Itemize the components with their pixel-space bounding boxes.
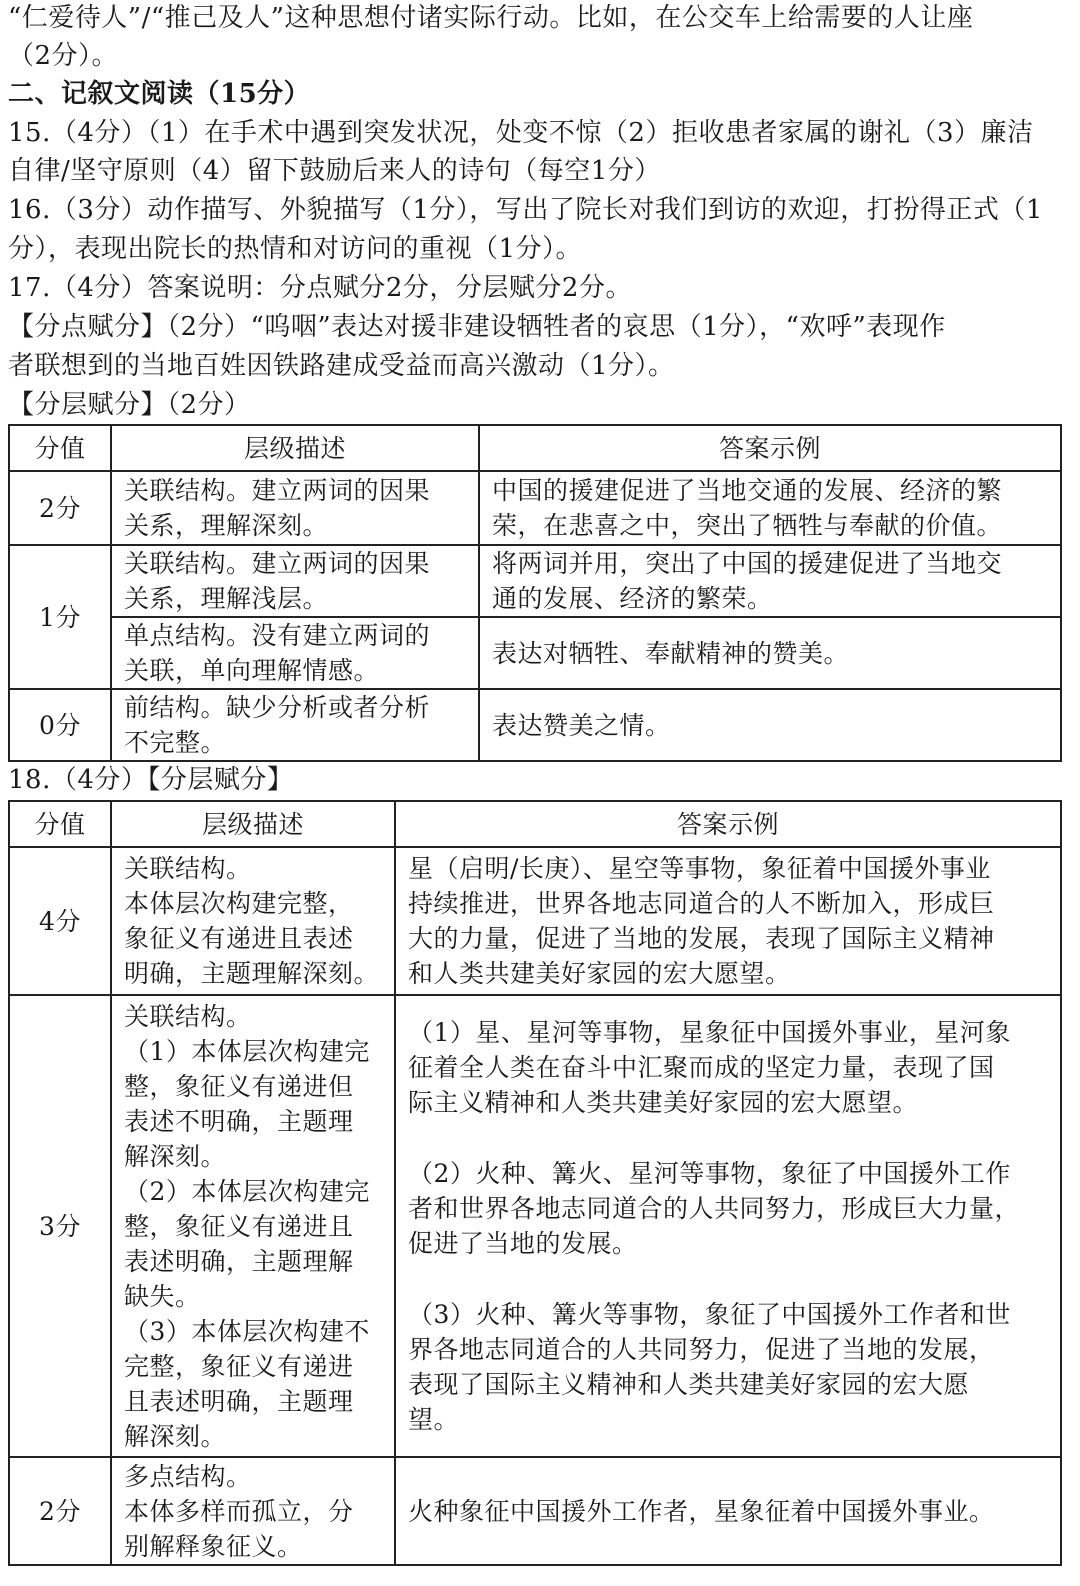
paragraph-gap — [408, 1120, 1048, 1156]
score-cell: 3分 — [9, 995, 111, 1457]
answer-example-cell — [395, 847, 1061, 995]
text-line: 望。 — [408, 1405, 460, 1434]
text-line: （2）本体层次构建完 — [124, 1176, 370, 1206]
header-level-description: 层级描述 — [111, 425, 479, 471]
header-score: 分值 — [9, 801, 111, 847]
text-line: 际主义精神和人类共建美好家园的宏大愿望。 — [408, 1088, 919, 1117]
intro-line-1: “仁爱待人”/“推己及人”这种思想付诸实际行动。比如，在公交车上给需要的人让座 — [8, 3, 974, 33]
q17-grading-table — [8, 424, 1062, 762]
text-line: 关联结构。建立两词的因果 — [124, 549, 431, 578]
q18-heading: 18.（4分）【分层赋分】 — [8, 765, 294, 795]
q17-line-4: 【分层赋分】（2分） — [8, 390, 251, 420]
header-level-description: 层级描述 — [111, 801, 395, 847]
section-heading: 二、记叙文阅读（15分） — [8, 79, 311, 109]
table-row — [9, 545, 1061, 617]
text-line: 促进了当地的发展。 — [408, 1229, 638, 1258]
text-line: 大的力量，促进了当地的发展，表现了国际主义精神 — [408, 924, 995, 953]
table-row — [9, 689, 1061, 761]
q17-line-3: 者联想到的当地百姓因铁路建成受益而高兴激动（1分）。 — [8, 351, 675, 381]
level-description-cell — [111, 995, 395, 1457]
text-line: 关联结构。建立两词的因果 — [124, 476, 431, 505]
answer-example-cell — [479, 689, 1061, 761]
text-line: 表达赞美之情。 — [492, 710, 671, 740]
text-line: 界各地志同道合的人共同努力，促进了当地的发展， — [408, 1335, 995, 1364]
text-line: 前结构。缺少分析或者分析 — [124, 693, 431, 722]
q15-line-1: 15.（4分）（1）在手术中遇到突发状况，处变不惊（2）拒收患者家属的谢礼（3）廉洁 — [8, 118, 1034, 148]
answer-example-cell — [395, 995, 1061, 1457]
text-line: 完整，象征义有递进 — [124, 1351, 354, 1381]
text-line: 关联，单向理解情感。 — [124, 656, 380, 685]
text-line: 星（启明/长庚）、星空等事物，象征着中国援外事业 — [408, 854, 991, 883]
text-line: 中国的援建促进了当地交通的发展、经济的繁 — [492, 476, 1003, 505]
score-cell: 4分 — [9, 847, 111, 995]
table-row — [9, 471, 1061, 545]
text-line: 整，象征义有递进但 — [124, 1071, 354, 1101]
text-line: 且表述明确，主题理 — [124, 1386, 354, 1416]
text-line: 征着全人类在奋斗中汇聚而成的坚定力量，表现了国 — [408, 1053, 995, 1082]
text-line: 火种象征中国援外工作者，星象征着中国援外事业。 — [408, 1496, 995, 1526]
level-description-cell — [111, 1457, 395, 1565]
text-line: 荣，在悲喜之中，突出了牺牲与奉献的价值。 — [492, 511, 1003, 540]
table-row — [9, 847, 1061, 995]
text-line: （1）本体层次构建完 — [124, 1036, 370, 1066]
text-line: 将两词并用，突出了中国的援建促进了当地交 — [492, 549, 1003, 578]
level-description-cell — [111, 847, 395, 995]
level-description-cell — [111, 471, 479, 545]
q17-line-2: 【分点赋分】（2分）“呜咽”表达对援非建设牺牲者的哀思（1分），“欢呼”表现作 — [8, 312, 946, 342]
text-line: （2）火种、篝火、星河等事物，象征了中国援外工作 — [408, 1159, 1011, 1188]
score-cell: 0分 — [9, 689, 111, 761]
table-row — [9, 995, 1061, 1457]
score-cell: 2分 — [9, 471, 111, 545]
header-answer-example: 答案示例 — [395, 801, 1061, 847]
text-line: 关系，理解浅层。 — [124, 584, 329, 613]
text-line: 持续推进，世界各地志同道合的人不断加入，形成巨 — [408, 889, 995, 918]
q18-grading-table — [8, 800, 1062, 1566]
text-line: 本体多样而孤立，分 — [124, 1496, 354, 1526]
score-cell: 2分 — [9, 1457, 111, 1565]
table-header-row — [9, 801, 1061, 847]
header-answer-example: 答案示例 — [479, 425, 1061, 471]
text-line: （3）本体层次构建不 — [124, 1316, 370, 1346]
level-description-cell — [111, 545, 479, 617]
text-line: 表述不明确，主题理 — [124, 1106, 354, 1136]
text-line: 解深刻。 — [124, 1421, 227, 1451]
answer-example-cell — [479, 545, 1061, 617]
text-line: 整，象征义有递进且 — [124, 1211, 354, 1241]
text-line: 多点结构。 — [124, 1461, 252, 1491]
q15-line-2: 自律/坚守原则（4）留下鼓励后来人的诗句（每空1分） — [8, 156, 661, 186]
answer-example-cell — [395, 1457, 1061, 1565]
score-cell: 1分 — [9, 545, 111, 689]
text-line: 解深刻。 — [124, 1141, 227, 1171]
text-line: 象征义有递进且表述 — [124, 924, 354, 953]
text-line: 关联结构。 — [124, 1001, 252, 1031]
text-line: 表达对牺牲、奉献精神的赞美。 — [492, 638, 850, 668]
level-description-cell — [111, 617, 479, 689]
text-line: （3）火种、篝火等事物，象征了中国援外工作者和世 — [408, 1300, 1011, 1329]
answer-example-cell — [479, 471, 1061, 545]
paragraph-gap — [408, 1261, 1048, 1297]
text-line: 表现了国际主义精神和人类共建美好家园的宏大愿 — [408, 1370, 970, 1399]
level-description-cell — [111, 689, 479, 761]
text-line: 明确，主题理解深刻。 — [124, 959, 380, 988]
text-line: 者和世界各地志同道合的人共同努力，形成巨大力量， — [408, 1194, 1021, 1223]
answer-example-cell — [479, 617, 1061, 689]
header-score: 分值 — [9, 425, 111, 471]
q16-line-2: 分），表现出院长的热情和对访问的重视（1分）。 — [8, 234, 583, 264]
text-line: 通的发展、经济的繁荣。 — [492, 584, 773, 613]
table-row — [9, 1457, 1061, 1565]
q17-line-1: 17.（4分）答案说明：分点赋分2分，分层赋分2分。 — [8, 273, 632, 303]
table-row — [9, 617, 1061, 689]
text-line: 关联结构。 — [124, 854, 252, 883]
intro-line-2: （2分）。 — [8, 41, 119, 71]
text-line: 别解释象征义。 — [124, 1531, 303, 1561]
text-line: 单点结构。没有建立两词的 — [124, 621, 431, 650]
text-line: （1）星、星河等事物，星象征中国援外事业，星河象 — [408, 1018, 1011, 1047]
q16-line-1: 16.（3分）动作描写、外貌描写（1分），写出了院长对我们到访的欢迎，打扮得正式（1 — [8, 195, 1043, 225]
text-line: 本体层次构建完整， — [124, 889, 354, 918]
text-line: 表述明确，主题理解 — [124, 1246, 354, 1276]
text-line: 缺失。 — [124, 1281, 201, 1311]
text-line: 不完整。 — [124, 728, 227, 757]
text-line: 关系，理解深刻。 — [124, 511, 329, 540]
table-header-row — [9, 425, 1061, 471]
text-line: 和人类共建美好家园的宏大愿望。 — [408, 959, 791, 988]
